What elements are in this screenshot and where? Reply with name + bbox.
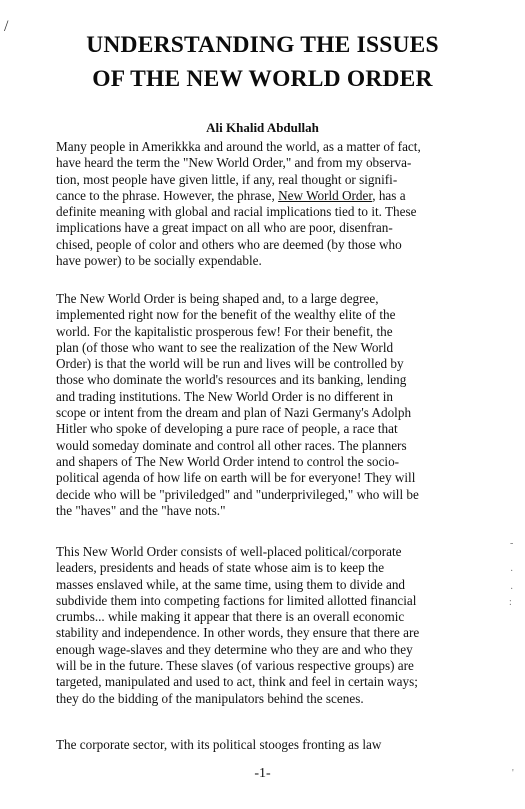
paragraph-line: would someday dominate and control all other races. The planners bbox=[56, 437, 407, 453]
paragraph-line: implications have a great impact on all who are poor, disenfran- bbox=[56, 220, 393, 236]
underlined-phrase: New World Order bbox=[278, 187, 373, 203]
paragraph-2 bbox=[56, 291, 496, 519]
paragraph-line: they do the bidding of the manipulators behind the scenes. bbox=[56, 690, 364, 706]
paragraph-line: definite meaning with global and racial implications tied to it. These bbox=[56, 204, 417, 220]
scan-speck: · bbox=[510, 584, 514, 595]
paragraph-line: and trading institutions. The New World Order is no different in bbox=[56, 388, 393, 404]
paragraph-line: targeted, manipulated and used to act, think and feel in certain ways; bbox=[56, 674, 418, 690]
paragraph-line: Hitler who spoke of developing a pure race of people, a race that bbox=[56, 421, 398, 437]
scan-speck: : bbox=[509, 597, 512, 608]
paragraph-line: and shapers of The New World Order intend to control the socio- bbox=[56, 453, 400, 469]
title-line-2: OF THE NEW WORLD ORDER bbox=[92, 66, 433, 92]
paragraph-line: scope or intent from the dream and plan of Nazi Germany's Adolph bbox=[56, 405, 412, 421]
paragraph-3 bbox=[56, 544, 496, 707]
paragraph-line: The New World Order is being shaped and, to a large degree, bbox=[56, 291, 379, 306]
text-segment: cance to the phrase. However, the phrase, bbox=[56, 187, 279, 203]
paragraph-line: Order) is that the world will be run and lives will be controlled by bbox=[56, 356, 404, 372]
page-number: -1- bbox=[254, 766, 271, 781]
paragraph-line: enough wage-slaves and they determine who they are and who they bbox=[56, 641, 413, 657]
paragraph-line: chised, people of color and others who are deemed (by those who bbox=[56, 236, 402, 252]
text-segment: , has a bbox=[372, 187, 406, 203]
paragraph-line: plan (of those who want to see the realization of the New World bbox=[56, 339, 394, 355]
title-line-1: UNDERSTANDING THE ISSUES bbox=[86, 32, 439, 58]
paragraph-line: masses enslaved while, at the same time, using them to divide and bbox=[56, 576, 406, 592]
paragraph-line: political agenda of how life on earth will be for everyone! They will bbox=[56, 470, 416, 486]
paragraph-line: have heard the term the "New World Order," and from my observa- bbox=[56, 155, 412, 171]
paragraph-line: those who dominate the world's resources and its banking, lending bbox=[56, 372, 407, 388]
scan-speck: ' bbox=[512, 768, 514, 779]
paragraph-line bbox=[56, 188, 496, 204]
paragraph-line: have power) to be socially expendable. bbox=[56, 253, 262, 269]
paragraph-1 bbox=[56, 139, 496, 269]
paragraph-line: world. For the kapitalistic prosperous few! For their benefit, the bbox=[56, 323, 393, 339]
paragraph-line: tion, most people have given little, if any, real thought or signifi- bbox=[56, 171, 398, 187]
paragraph-line: Many people in Amerikkka and around the world, as a matter of fact, bbox=[56, 139, 421, 154]
paragraph-line: implemented right now for the benefit of the wealthy elite of the bbox=[56, 307, 396, 323]
scan-speck: · bbox=[510, 566, 514, 577]
paragraph-line: This New World Order consists of well-placed political/corporate bbox=[56, 544, 402, 559]
paragraph-4 bbox=[56, 737, 496, 753]
margin-mark: / bbox=[4, 18, 9, 35]
paragraph-line: The corporate sector, with its political stooges fronting as law bbox=[56, 737, 382, 752]
paragraph-line: stability and independence. In other words, they ensure that there are bbox=[56, 625, 420, 641]
paragraph-line: the "haves" and the "have nots." bbox=[56, 502, 226, 518]
paragraph-line: leaders, presidents and heads of state whose aim is to keep the bbox=[56, 560, 385, 576]
scan-speck: - bbox=[510, 538, 514, 549]
paragraph-line: subdivide them into competing factions for limited allotted financial bbox=[56, 592, 417, 608]
paragraph-line: decide who will be "priviledged" and "underprivileged," who will be bbox=[56, 486, 419, 502]
paragraph-line: will be in the future. These slaves (of various respective groups) are bbox=[56, 658, 414, 674]
author-name: Ali Khalid Abdullah bbox=[206, 120, 319, 135]
paragraph-line: crumbs... while making it appear that there is an overall economic bbox=[56, 609, 405, 625]
